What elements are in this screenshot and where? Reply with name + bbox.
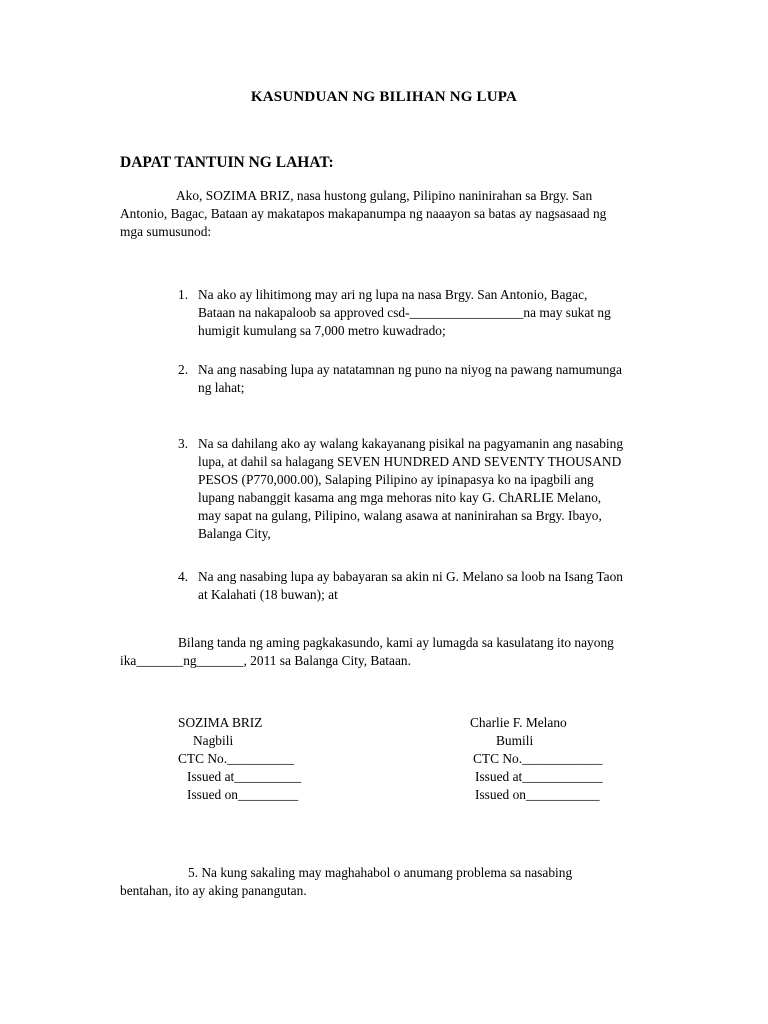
list-item-line: lupa, at dahil sa halagang SEVEN HUNDRED AND SEVENTY THOUSAND	[198, 454, 622, 469]
closing-paragraph	[120, 634, 660, 670]
intro-line: Antonio, Bagac, Bataan ay makatapos makapanumpa ng naaayon sa batas ay nagsasaad ng	[120, 206, 607, 221]
list-item-number: 2.	[178, 362, 189, 377]
seller-name: SOZIMA BRIZ	[178, 715, 263, 730]
list-item-line: at Kalahati (18 buwan); at	[198, 587, 338, 602]
seller-ctc: CTC No.__________	[178, 751, 295, 766]
buyer-signature-block	[470, 714, 603, 804]
list-item-number: 1.	[178, 287, 189, 302]
list-item-line: lupang nabanggit kasama ang mga mehoras nito kay G. ChARLIE Melano,	[198, 490, 602, 505]
list-item-line: may sapat na gulang, Pilipino, walang asawa at naninirahan sa Brgy. Ibayo,	[198, 508, 602, 523]
intro-line: Ako, SOZIMA BRIZ, nasa hustong gulang, Pilipino naninirahan sa Brgy. San	[176, 188, 593, 203]
buyer-role: Bumili	[496, 733, 534, 748]
item-5-line: 5. Na kung sakaling may maghahabol o anumang problema sa nasabing	[188, 865, 573, 880]
seller-issued-on: Issued on_________	[187, 787, 299, 802]
seller-signature-block	[178, 714, 301, 804]
item-5-paragraph	[120, 864, 660, 900]
intro-line: mga sumusunod:	[120, 224, 212, 239]
list-item-line: Na ang nasabing lupa ay babayaran sa akin ni G. Melano sa loob na Isang Taon	[198, 569, 623, 584]
list-item-line: PESOS (P770,000.00), Salaping Pilipino ay ipinapasya ko na ipagbili ang	[198, 472, 594, 487]
buyer-issued-on: Issued on___________	[475, 787, 600, 802]
list-item-line: Bataan na nakapaloob sa approved csd-_________________na may sukat ng	[198, 305, 611, 320]
list-item-line: ng lahat;	[198, 380, 245, 395]
closing-line: ika_______ng_______, 2011 sa Balanga City, Bataan.	[120, 653, 411, 668]
document-title: KASUNDUAN NG BILIHAN NG LUPA	[250, 89, 518, 105]
list-item-line: Balanga City,	[198, 526, 271, 541]
closing-line: Bilang tanda ng aming pagkakasundo, kami ay lumagda sa kasulatang ito nayong	[178, 635, 614, 650]
seller-issued-at: Issued at__________	[187, 769, 302, 784]
item-5-line: bentahan, ito ay aking panangutan.	[120, 883, 307, 898]
buyer-name: Charlie F. Melano	[470, 715, 567, 730]
document-heading: DAPAT TANTUIN NG LAHAT:	[120, 154, 334, 171]
intro-paragraph	[120, 187, 660, 241]
buyer-issued-at: Issued at____________	[475, 769, 603, 784]
list-item-line: Na ang nasabing lupa ay natatamnan ng puno na niyog na pawang namumunga	[198, 362, 622, 377]
buyer-ctc: CTC No.____________	[473, 751, 603, 766]
seller-role: Nagbili	[193, 733, 234, 748]
list-item-number: 3.	[178, 436, 189, 451]
list-item-number: 4.	[178, 569, 189, 584]
list-item-line: Na sa dahilang ako ay walang kakayanang pisikal na pagyamanin ang nasabing	[198, 436, 624, 451]
list-item-line: humigit kumulang sa 7,000 metro kuwadrado;	[198, 323, 446, 338]
list-item-line: Na ako ay lihitimong may ari ng lupa na nasa Brgy. San Antonio, Bagac,	[198, 287, 588, 302]
